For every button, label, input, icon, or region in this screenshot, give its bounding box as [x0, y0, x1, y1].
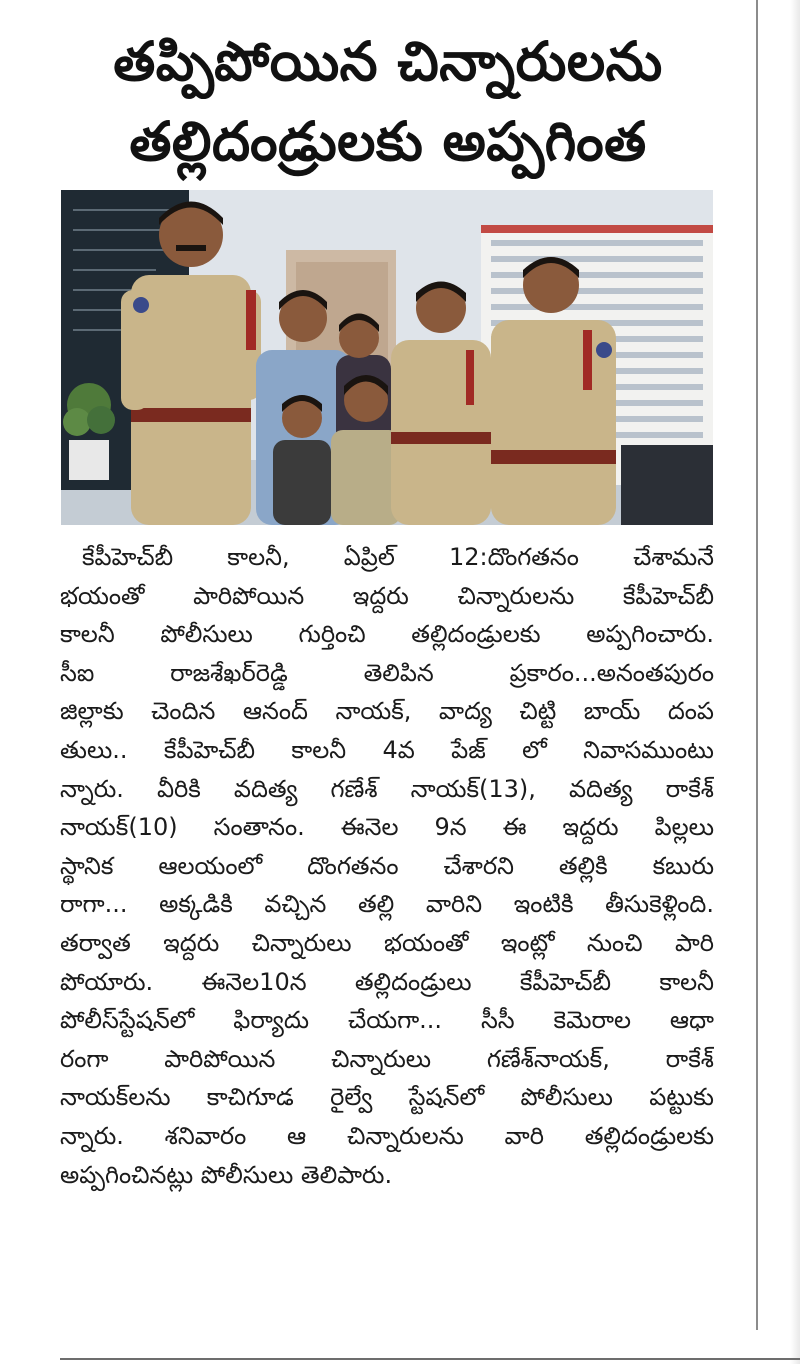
body-line-6: తులు.. కేపీహెచ్‌బీ కాలనీ 4వ పేజ్ లో నివాసముంటు [60, 735, 714, 764]
body-line-4: సీఐ రాజశేఖర్‌రెడ్డి తెలిపిన ప్రకారం...అనంతపురం [60, 658, 714, 687]
headline-line-1: తప్పిపోయిన చిన్నారులను [113, 30, 663, 93]
body-line-14: రంగా పారిపోయిన చిన్నారులు గణేశ్‌నాయక్, రాకేశ్ [60, 1044, 714, 1073]
body-line-16: న్నారు. శనివారం ఆ చిన్నారులను వారి తల్లిదండ్రులకు [60, 1121, 714, 1150]
body-line-9: స్థానిక ఆలయంలో దొంగతనం చేశారని తల్లికి కబురు [60, 851, 714, 880]
body-line-13: పోలీస్‌స్టేషన్‌లో ఫిర్యాదు చేయగా... సీసీ కెమెరాల ఆధా [60, 1006, 714, 1035]
body-line-12: పోయారు. ఈనెల10న తల్లిదండ్రులు కేపీహెచ్‌బీ కాలనీ [60, 967, 714, 996]
body-line-8: నాయక్(10) సంతానం. ఈనెల 9న ఈ ఇద్దరు పిల్లలు [60, 813, 714, 842]
column-divider [756, 0, 758, 1330]
body-line-15: నాయక్‌లను కాచిగూడ రైల్వే స్టేషన్‌లో పోలీసులు పట్టుకు [60, 1083, 714, 1112]
page-edge [790, 0, 800, 1364]
headline-line-2: తల్లిదండ్రులకు అప్పగింత [129, 110, 647, 173]
bottom-divider [60, 1358, 800, 1360]
body-line-10: రాగా... అక్కడికి వచ్చిన తల్లి వారిని ఇంటికి తీసుకెళ్లింది. [60, 890, 714, 919]
article-photo [61, 190, 713, 525]
body-line-3: కాలనీ పోలీసులు గుర్తించి తల్లిదండ్రులకు అప్పగించారు. [60, 620, 714, 649]
body-line-11: తర్వాత ఇద్దరు చిన్నారులు భయంతో ఇంట్లో నుంచి పారి [60, 928, 714, 957]
body-line-5: జిల్లాకు చెందిన ఆనంద్ నాయక్, వాద్య చిట్టి బాయ్ దంప [60, 697, 714, 726]
article-body [60, 538, 714, 1194]
body-line-17: అప్పగించినట్లు పోలీసులు తెలిపారు. [60, 1160, 393, 1189]
body-line-1: కేపీహెచ్‌బీ కాలనీ, ఏప్రిల్ 12:దొంగతనం చేశామనే [82, 543, 714, 571]
group-photo-icon [61, 190, 713, 525]
article-headline [60, 22, 716, 182]
body-line-7: న్నారు. వీరికి వదిత్య గణేశ్ నాయక్(13), వదిత్య రాకేశ్ [60, 774, 714, 803]
body-line-2: భయంతో పారిపోయిన ఇద్దరు చిన్నారులను కేపీహెచ్‌బీ [60, 581, 714, 610]
